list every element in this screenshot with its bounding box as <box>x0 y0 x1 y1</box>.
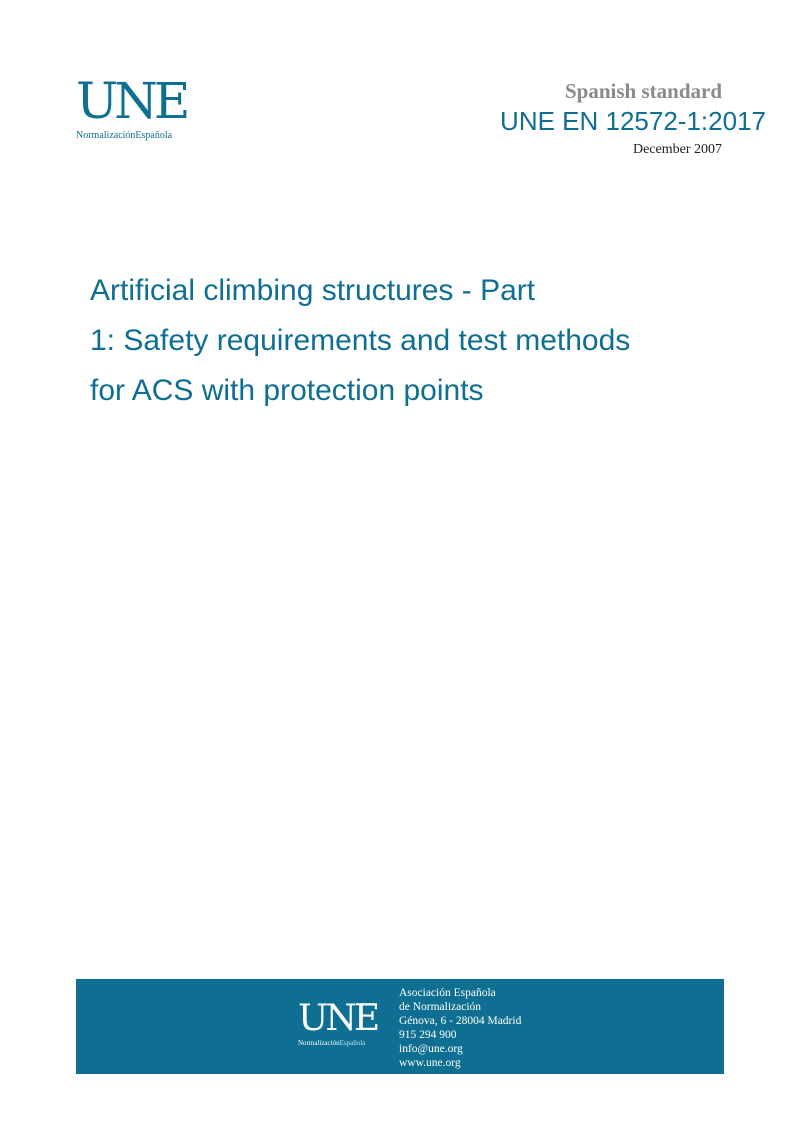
title-line-2: 1: Safety requirements and test methods <box>90 324 631 357</box>
title-line-3: for ACS with protection points <box>90 374 484 407</box>
title-line-1: Artificial climbing structures - Part <box>90 274 536 307</box>
footer-logo-mark: UNE <box>298 998 378 1039</box>
footer-banner <box>76 979 724 1074</box>
footer-org-line-2: de Normalización <box>399 1001 482 1013</box>
footer-logo-sub-part1: Normalización <box>298 1039 340 1047</box>
standard-date: December 2007 <box>632 142 722 157</box>
standard-type: Spanish standard <box>565 79 722 103</box>
une-logo <box>76 72 196 146</box>
footer-contact-info <box>399 986 521 1070</box>
footer-address: Génova, 6 - 28004 Madrid <box>399 1015 522 1027</box>
standard-code: UNE EN 12572-1:2017 <box>500 106 766 136</box>
logo-sub-part2: Española <box>135 130 173 141</box>
une-logo-subtitle <box>76 130 196 142</box>
footer-org-line-1: Asociación Española <box>399 987 496 999</box>
footer-une-logo <box>298 998 388 1047</box>
logo-sub-part1: Normalización <box>76 130 136 141</box>
footer-logo-sub-part2: Española <box>339 1039 366 1047</box>
une-logo-mark: UNE <box>76 72 187 130</box>
standard-header <box>500 78 766 162</box>
footer-logo-subtitle <box>298 1039 388 1047</box>
footer-email[interactable]: info@une.org <box>399 1043 463 1055</box>
document-title <box>90 266 710 416</box>
footer-website[interactable]: www.une.org <box>399 1057 461 1069</box>
footer-phone: 915 294 900 <box>399 1029 457 1041</box>
